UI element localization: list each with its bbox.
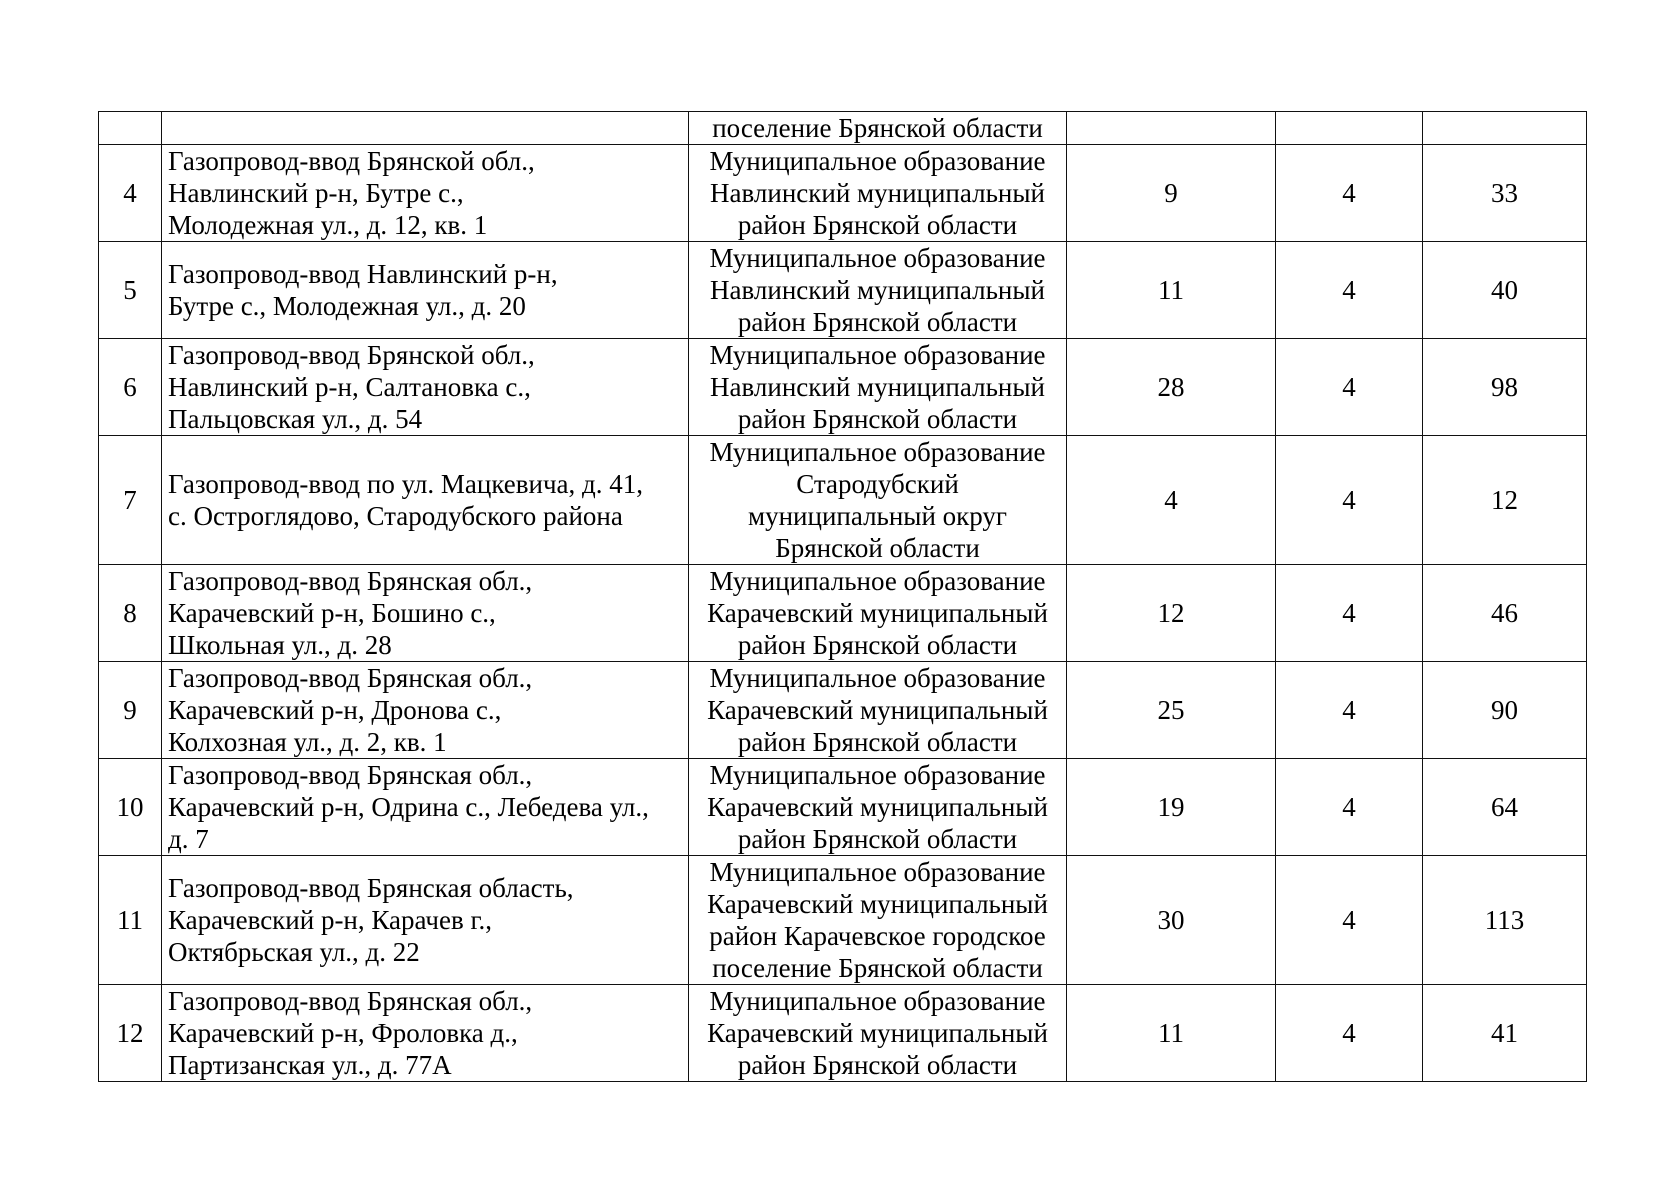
row-number: 8 (123, 598, 137, 628)
value-col6: 33 (1491, 178, 1518, 208)
cell-owner (689, 759, 1067, 856)
object-name-line: Газопровод-ввод Брянская обл., (168, 760, 533, 790)
value-col5: 4 (1342, 485, 1356, 515)
row-number: 5 (123, 275, 137, 305)
cell-col4 (1067, 856, 1276, 985)
cell-num (99, 145, 162, 242)
object-name-line: Карачевский р-н, Одрина с., Лебедева ул., (168, 792, 649, 822)
cell-name (162, 145, 689, 242)
cell-num (99, 339, 162, 436)
table-row (99, 856, 1587, 985)
cell-num (99, 436, 162, 565)
cell-col5 (1276, 662, 1423, 759)
object-name-line: с. Остроглядово, Стародубского района (168, 501, 623, 531)
owner-line: Навлинский муниципальный (710, 178, 1045, 208)
cell-col4 (1067, 759, 1276, 856)
cell-owner (689, 339, 1067, 436)
cell-col6 (1423, 339, 1587, 436)
object-name-line: Газопровод-ввод по ул. Мацкевича, д. 41, (168, 469, 644, 499)
value-col4: 11 (1158, 275, 1184, 305)
value-col4: 4 (1164, 485, 1178, 515)
cell-col5 (1276, 339, 1423, 436)
object-name-line: Октябрьская ул., д. 22 (168, 937, 420, 967)
cell-col5 (1276, 145, 1423, 242)
cell-owner (689, 662, 1067, 759)
object-name-line: Бутре с., Молодежная ул., д. 20 (168, 291, 526, 321)
row-number: 12 (116, 1018, 144, 1048)
cell-num (99, 985, 162, 1082)
cell-col4 (1067, 112, 1276, 145)
owner-line: Карачевский муниципальный (707, 695, 1048, 725)
owner-line: район Брянской области (737, 727, 1018, 757)
owner-line: район Брянской области (737, 307, 1018, 337)
value-col4: 12 (1157, 598, 1185, 628)
owner-line: Карачевский муниципальный (707, 598, 1048, 628)
owner-line: район Брянской области (737, 1050, 1018, 1080)
cell-name (162, 436, 689, 565)
table-row (99, 662, 1587, 759)
cell-owner (689, 145, 1067, 242)
cell-num (99, 565, 162, 662)
cell-num (99, 856, 162, 985)
value-col4: 11 (1158, 1018, 1184, 1048)
value-col6: 90 (1491, 695, 1518, 725)
value-col5: 4 (1342, 275, 1356, 305)
cell-col6 (1423, 856, 1587, 985)
cell-name (162, 112, 689, 145)
object-name-line: Молодежная ул., д. 12, кв. 1 (168, 210, 488, 240)
document-page (98, 111, 1586, 1082)
owner-line: Брянской области (775, 533, 980, 563)
table-row (99, 985, 1587, 1082)
cell-col6 (1423, 145, 1587, 242)
value-col6: 12 (1491, 485, 1518, 515)
object-name-line: Партизанская ул., д. 77А (168, 1050, 452, 1080)
cell-col4 (1067, 339, 1276, 436)
cell-owner (689, 242, 1067, 339)
object-name-line: д. 7 (168, 824, 209, 854)
value-col5: 4 (1342, 905, 1356, 935)
cell-num (99, 759, 162, 856)
value-col5: 4 (1342, 1018, 1356, 1048)
value-col4: 9 (1164, 178, 1178, 208)
value-col5: 4 (1342, 792, 1356, 822)
cell-name (162, 662, 689, 759)
cell-col5 (1276, 985, 1423, 1082)
owner-line: район Брянской области (737, 630, 1018, 660)
owner-line: Муниципальное образование (709, 663, 1046, 693)
row-number: 9 (123, 695, 137, 725)
object-name-line: Газопровод-ввод Брянской обл., (168, 340, 535, 370)
owner-line: Муниципальное образование (709, 566, 1046, 596)
owner-line: Карачевский муниципальный (707, 792, 1048, 822)
object-name-line: Колхозная ул., д. 2, кв. 1 (168, 727, 447, 757)
cell-name (162, 985, 689, 1082)
owner-line: Муниципальное образование (709, 340, 1046, 370)
table-row (99, 565, 1587, 662)
owner-line: Муниципальное образование (709, 760, 1046, 790)
cell-num (99, 242, 162, 339)
owner-line: Стародубский (796, 469, 959, 499)
owner-line: Навлинский муниципальный (710, 275, 1045, 305)
owner-line: район Брянской области (737, 210, 1018, 240)
owner-line: район Брянской области (737, 404, 1018, 434)
cell-col4 (1067, 242, 1276, 339)
object-name-line: Газопровод-ввод Брянская обл., (168, 986, 533, 1016)
cell-name (162, 759, 689, 856)
cell-col6 (1423, 112, 1587, 145)
cell-name (162, 339, 689, 436)
cell-col4 (1067, 985, 1276, 1082)
object-name-line: Школьная ул., д. 28 (168, 630, 392, 660)
table-row-continuation (99, 112, 1587, 145)
cell-col6 (1423, 985, 1587, 1082)
cell-owner (689, 856, 1067, 985)
value-col6: 64 (1491, 792, 1518, 822)
value-col4: 30 (1157, 905, 1185, 935)
row-number: 4 (123, 178, 137, 208)
row-number: 6 (123, 372, 137, 402)
value-col4: 19 (1157, 792, 1185, 822)
cell-col4 (1067, 145, 1276, 242)
object-name-line: Карачевский р-н, Бошино с., (168, 598, 496, 628)
value-col6: 40 (1491, 275, 1518, 305)
table-row (99, 145, 1587, 242)
object-name-line: Газопровод-ввод Брянская область, (168, 873, 574, 903)
owner-line: район Карачевское городское (709, 921, 1046, 951)
gas-pipeline-table (98, 111, 1587, 1082)
table-row (99, 759, 1587, 856)
value-col5: 4 (1342, 695, 1356, 725)
cell-col4 (1067, 662, 1276, 759)
value-col4: 25 (1157, 695, 1185, 725)
row-number: 11 (117, 905, 143, 935)
owner-line: Муниципальное образование (709, 146, 1046, 176)
row-number: 10 (116, 792, 144, 822)
value-col5: 4 (1342, 178, 1356, 208)
cell-owner (689, 565, 1067, 662)
owner-line: Муниципальное образование (709, 243, 1046, 273)
table-row (99, 242, 1587, 339)
cell-owner (689, 112, 1067, 145)
value-col5: 4 (1342, 598, 1356, 628)
object-name-line: Пальцовская ул., д. 54 (168, 404, 423, 434)
row-number: 7 (123, 485, 137, 515)
object-name-line: Газопровод-ввод Навлинский р-н, (168, 259, 558, 289)
object-name-line: Навлинский р-н, Бутре с., (168, 178, 464, 208)
cell-num (99, 662, 162, 759)
cell-name (162, 242, 689, 339)
object-name-line: Газопровод-ввод Брянская обл., (168, 566, 533, 596)
value-col6: 113 (1484, 905, 1525, 935)
owner-line: Муниципальное образование (709, 986, 1046, 1016)
owner-line: Карачевский муниципальный (707, 1018, 1048, 1048)
owner-line: Муниципальное образование (709, 437, 1046, 467)
cell-name (162, 856, 689, 985)
value-col4: 28 (1157, 372, 1185, 402)
table-row (99, 339, 1587, 436)
object-name-line: Карачевский р-н, Фроловка д., (168, 1018, 518, 1048)
cell-col6 (1423, 662, 1587, 759)
object-name-line: Газопровод-ввод Брянской обл., (168, 146, 535, 176)
object-name-line: Карачевский р-н, Карачев г., (168, 905, 493, 935)
cell-owner (689, 985, 1067, 1082)
owner-line: район Брянской области (737, 824, 1018, 854)
value-col6: 98 (1491, 372, 1518, 402)
cell-col5 (1276, 565, 1423, 662)
cell-col5 (1276, 112, 1423, 145)
table-row (99, 436, 1587, 565)
owner-line: поселение Брянской области (712, 953, 1043, 983)
owner-text: поселение Брянской области (712, 113, 1043, 143)
cell-col4 (1067, 565, 1276, 662)
cell-col5 (1276, 759, 1423, 856)
value-col5: 4 (1342, 372, 1356, 402)
owner-line: Муниципальное образование (709, 857, 1046, 887)
object-name-line: Газопровод-ввод Брянская обл., (168, 663, 533, 693)
value-col6: 41 (1491, 1018, 1518, 1048)
owner-line: Навлинский муниципальный (710, 372, 1045, 402)
cell-col6 (1423, 565, 1587, 662)
cell-col5 (1276, 856, 1423, 985)
value-col6: 46 (1491, 598, 1518, 628)
cell-col6 (1423, 242, 1587, 339)
cell-col5 (1276, 436, 1423, 565)
cell-num (99, 112, 162, 145)
owner-line: Карачевский муниципальный (707, 889, 1048, 919)
owner-line: муниципальный округ (748, 501, 1007, 531)
cell-owner (689, 436, 1067, 565)
cell-col4 (1067, 436, 1276, 565)
object-name-line: Карачевский р-н, Дронова с., (168, 695, 502, 725)
object-name-line: Навлинский р-н, Салтановка с., (168, 372, 531, 402)
cell-col5 (1276, 242, 1423, 339)
cell-col6 (1423, 436, 1587, 565)
cell-col6 (1423, 759, 1587, 856)
cell-name (162, 565, 689, 662)
